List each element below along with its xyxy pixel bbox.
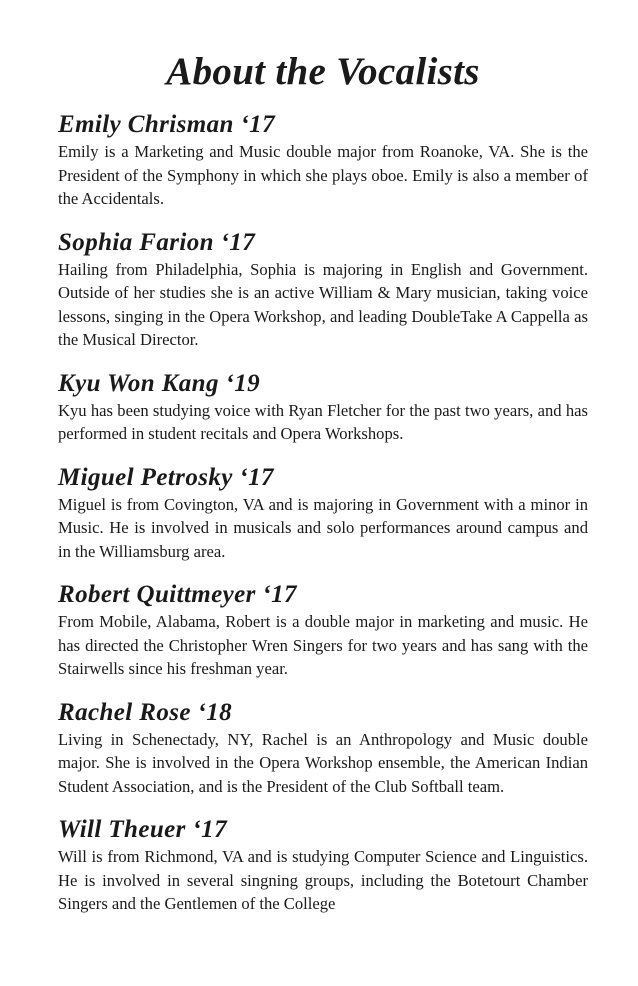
vocalist-bio-rachel [58,698,588,799]
vocalist-description: From Mobile, Alabama, Robert is a double major in marketing and music. He has directed the Christopher Wren Singers for two years and has sang with the Stairwells since his freshman year. [58,612,588,678]
vocalist-description: Living in Schenectady, NY, Rachel is an Anthropology and Music double major. She is involved in the Opera Workshop ensemble, the American Indian Student Association, and is the President of the Club Softball team. [58,729,588,796]
vocalist-bio-will [58,815,588,916]
vocalist-bio-kyu [58,369,588,446]
vocalist-description: Hailing from Philadelphia, Sophia is majoring in English and Government. Outside of her studies she is an active William & Mary musician, taking voice lessons, singing in the Opera Workshop, and leading DoubleTake A Cappella as the Musical Director. [58,259,588,349]
vocalist-bio-emily [58,110,588,211]
vocalist-description: Miguel is from Covington, VA and is majoring in Government with a minor in Music. He is involved in musicals and solo performances around campus and in the Williamsburg area. [58,494,588,561]
vocalist-bio-robert [58,580,588,681]
vocalist-description: Will is from Richmond, VA and is studying Computer Science and Linguistics. He is involved in several singning groups, including the Botetourt Chamber Singers and the Gentlemen of the College [58,847,588,913]
vocalist-bio-miguel [58,463,588,564]
vocalist-name: Kyu Won Kang ‘19 [58,369,261,397]
vocalist-description: Kyu has been studying voice with Ryan Fletcher for the past two years, and has performed in student recitals and Opera Workshops. [58,400,588,443]
vocalist-name: Robert Quittmeyer ‘17 [58,581,297,608]
vocalists-page [58,48,588,933]
vocalist-name: Emily Chrisman ‘17 [58,111,275,138]
vocalist-name: Will Theuer ‘17 [58,816,227,843]
vocalist-name: Sophia Farion ‘17 [58,228,256,256]
vocalist-bio-sophia [58,228,588,352]
page-title: About the Vocalists [166,50,480,93]
vocalist-name: Rachel Rose ‘18 [58,698,233,726]
vocalist-description: Emily is a Marketing and Music double major from Roanoke, VA. She is the President of the Symphony in which she plays oboe. Emily is also a member of the Accidentals. [58,142,588,208]
vocalist-name: Miguel Petrosky ‘17 [58,463,274,491]
